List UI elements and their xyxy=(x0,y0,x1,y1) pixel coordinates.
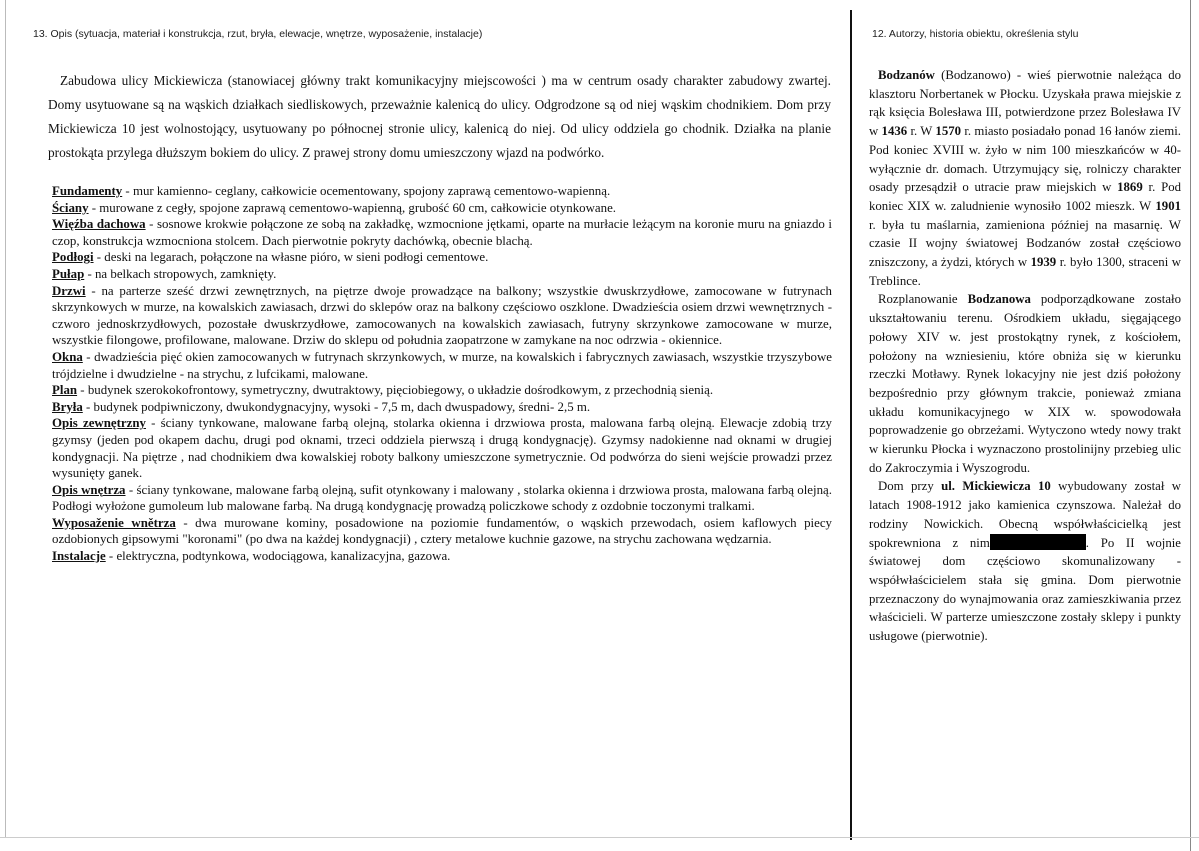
item-label: Plan xyxy=(52,383,78,398)
item-label: Pułap xyxy=(52,266,85,281)
item-text: - budynek podpiwniczony, dwukondygnacyjny, wysoki - 7,5 m, dach dwuspadowy, średni- 2,5 m. xyxy=(82,399,591,414)
item-opis-wnetrza xyxy=(52,482,832,515)
year: 1436 xyxy=(881,124,908,139)
history-text: Rozplanowanie xyxy=(878,292,968,307)
history-text: r. było 1300, straceni w Treblince. xyxy=(869,255,1181,288)
item-bryla xyxy=(52,399,832,416)
year: 1869 xyxy=(1117,180,1143,195)
history-text: (Bodzanowo) - wieś pierwotnie należąca do klasztoru Norbertanek w Płocku. Uzyskała prawa miejskie z rąk księcia Bolesława III, potwierdzone przez Bolesława IV w xyxy=(869,68,1181,139)
year: 1939 xyxy=(1030,255,1057,270)
item-text: - budynek szerokokofrontowy, symetryczny, dwutraktowy, pięciobiegowy, o układzie dośrodkowym, z przechodnią sienią. xyxy=(77,383,714,398)
history-text: . Po II wojnie światowej dom częściowo skomunalizowany - współwłaścicielem stała się gmina. Dom pierwotnie przeznaczony do wynajmowania oraz zamieszkiwania przez właścicieli. W parterze umieszczone zostały sklepy i punkty usługowe (pierwotnie). xyxy=(869,535,1181,644)
item-podlogi xyxy=(52,249,832,266)
item-label: Wyposaženie wnětrza xyxy=(52,515,176,530)
item-plan xyxy=(52,382,832,399)
item-text: - deski na legarach, połączone na własne pióro, w sieni podłogi cementowe. xyxy=(93,250,489,265)
item-text: - mur kamienno- ceglany, całkowicie ocementowany, spojony zaprawą cementowo-wapienną. xyxy=(122,184,611,198)
place-name: Bodzanowa xyxy=(967,292,1031,307)
place-name: Bodzanów xyxy=(878,68,935,82)
item-label: Fundamenty xyxy=(52,184,123,198)
intro-paragraph: Zabudowa ulicy Mickiewicza (stanowiacej główny trakt komunikacyjny miejscowości ) ma w centrum osady charakter zabudowy zwartej. Domy usytuowane są na wąskich działkach siedliskowych, przeważnie kalenicą do ulicy. Odgrodzone są od niej wąskim chodnikiem. Dom przy Mickiewicza 10 jest wolnostojący, usytuowany po północnej stronie ulicy, kalenicą do niej. Od ulicy oddziela go chodnik. Działka na planie prostokąta przylega dłuższym bokiem do ulicy. Z prawej strony domu umieszczony wjazd na podwórko. xyxy=(48,73,831,160)
item-sciany xyxy=(52,200,832,217)
year: 1570 xyxy=(935,124,962,139)
item-text: - murowane z cegły, spojone zaprawą cementowo-wapienną, grubość 60 cm, całkowicie otynkowane. xyxy=(88,200,617,215)
history-paragraph-house xyxy=(869,477,1181,645)
item-text: - na parterze sześć drzwi zewnętrznych, na piętrze dwoje prowadzące na balkony; wszystkie dwuskrzydłowe, zamocowane w futrynach skrzynkowych w murze, na kowalskich zawiasach, drzwi do sklepów oraz na balkony częściowo oszklone. Dwadzieścia osiem drzwi wewnętrznych - czworo jednoskrzydłowych, pozostałe dwuskrzydłowe, zamocowanych na kowalskich zawiasach, futryny skrzynkowe zamocowane w murze, wszystkie filongowe, profilowane, malowane. Drziw do sklepu od południa zaopatrzone w zamykane na noc odrzwia - okiennice. xyxy=(52,283,832,348)
history-column xyxy=(869,66,1181,646)
scan-bottom-edge xyxy=(0,837,1199,838)
history-text: r. była tu maślarnia, zamieniona później na masarnię. W czasie II wojny światowej Bodzanów został częściowo zniszczony, a żydzi, których w xyxy=(869,217,1181,270)
history-text: r. miasto posiadało ponad 16 łanów ziemi. Pod koniec XVIII w. żyło w nim 100 mieszkańców w 40- wyłącznie dr. domach. Utrzymujący się, rolniczy charakter osady przesądził o utracie praw miejskich w xyxy=(869,124,1181,195)
section-13-header: 13. Opis (sytuacja, materiał i konstrukcja, rzut, bryła, elewacje, wnętrze, wyposażenie, instalacje) xyxy=(33,28,483,40)
history-text: r. Pod koniec XIX w. zaludnienie wynosiło 1002 mieszk. W xyxy=(869,180,1181,213)
item-label: Ściany xyxy=(52,200,89,215)
item-label: Opis wnętrza xyxy=(52,482,126,497)
item-text: - ściany tynkowane, malowane farbą olejną, sufit otynkowany i malowany , stolarka okienna i drzwiowa prosta, malowana farbą olejną. Podłogi wyłożone gumoleum lub malowane farbą. Na drugą kondygnację prowadzą policzkowe schody z ozdobnie toczonymi tralkami. xyxy=(52,482,832,514)
item-wyposazenie-wnetrza xyxy=(52,515,832,548)
item-label: Opis zewnętrzny xyxy=(52,416,146,431)
item-label: Bryła xyxy=(52,399,83,414)
item-text: - dwa murowane kominy, posadowione na poziomie fundamentów, o wąskich przewodach, osiem kaflowych piecy ozdobionych gipsowymi "koronami" (po dwa na każdej kondygnacji) , cztery metalowe kuchnie gazowe, na strychu zachowana wędzarnia. xyxy=(52,515,832,547)
item-fundamenty xyxy=(52,183,832,200)
description-items xyxy=(52,183,832,565)
year: 1901 xyxy=(1155,198,1181,213)
item-label: Okna xyxy=(52,349,83,364)
history-text: podporządkowane zostało ukształtowaniu terenu. Ośrodkiem układu, sięgającego połowy XIV w. jest prostokątny rynek, z kościołem, położony na wzniesieniu, które obniża się w kierunku rzeczki Motławy. Rynek lokacyjny nie jest dziś położony bezpośrednio przy głównym trakcie, ponieważ zmiana układu komunikacyjnego w XIX w. spowodowała poprowadzenie go obrzeżami. Wytyczono wtedy nowy trakt w kierunku Płocka i wyznaczono prostolinijny przebieg ulic do Zakroczymia i Wyszogrodu. xyxy=(869,292,1181,475)
address: ul. Mickiewicza 10 xyxy=(941,479,1051,494)
item-text: - elektryczna, podtynkowa, wodociągowa, kanalizacyjna, gazowa. xyxy=(105,549,451,564)
item-drzwi xyxy=(52,283,832,349)
item-text: - ściany tynkowane, malowane farbą olejną, stolarka okienna i drzwiowa prosta, malowana farbą olejną. Elewacje zdobią trzy gzymsy (jeden pod okapem dachu, drugi pod oknami, trzeci oddziela pierwszą i drugą kondygnację). Gzymsy nadokienne nad oknami w drugiej kondygnacji. Na piętrze , nad chodnikiem dwa kowalskiej roboty balkony umieszczone symetrycznie. Od podwórza do sieni wejście prowadzi przez wysunięty ganek. xyxy=(52,416,832,481)
history-text: wybudowany został w latach 1908-1912 jako kamienica czynszowa. Należał do rodziny Nowickich. Obecną współwłaścicielką jest spokrewniona z nim xyxy=(869,479,1182,550)
history-paragraph-bodzanow xyxy=(869,66,1181,290)
item-wiezba-dachowa xyxy=(52,216,832,249)
item-instalacje xyxy=(52,548,832,565)
item-text: - dwadzieścia pięć okien zamocowanych w futrynach skrzynkowych, w murze, na kowalskich i fabrycznych zawiasach, wszystkie trzyszybowe trójdzielne i dwudzielne - na strychu, z lufcikami, malowane. xyxy=(52,349,832,381)
item-label: Więźba dachowa xyxy=(52,217,146,232)
scan-left-edge xyxy=(5,0,6,838)
item-okna xyxy=(52,349,832,382)
history-text: r. W xyxy=(907,124,936,139)
item-text: - na belkach stropowych, zamknięty. xyxy=(84,266,277,281)
item-pulap xyxy=(52,266,832,283)
column-divider xyxy=(850,10,852,840)
item-label: Instalacje xyxy=(52,549,106,564)
section-12-header: 12. Autorzy, historia obiektu, określenia stylu xyxy=(872,28,1079,40)
item-label: Podłogi xyxy=(52,250,94,265)
history-paragraph-layout xyxy=(869,290,1181,477)
redaction-block xyxy=(990,534,1086,550)
item-text: - sosnowe krokwie połączone ze sobą na zakładkę, wzmocnione jętkami, oparte na murłacie leżącym na koronie muru na gniazdo i czop, konstrukcja wzmocniona stolcem. Dach pierwotnie pokryty dachówką, obecnie blachą. xyxy=(52,217,832,248)
item-opis-zewnetrzny xyxy=(52,415,832,481)
scan-right-edge xyxy=(1190,0,1191,851)
history-text: Dom przy xyxy=(878,479,942,494)
item-label: Drzwi xyxy=(52,283,86,298)
